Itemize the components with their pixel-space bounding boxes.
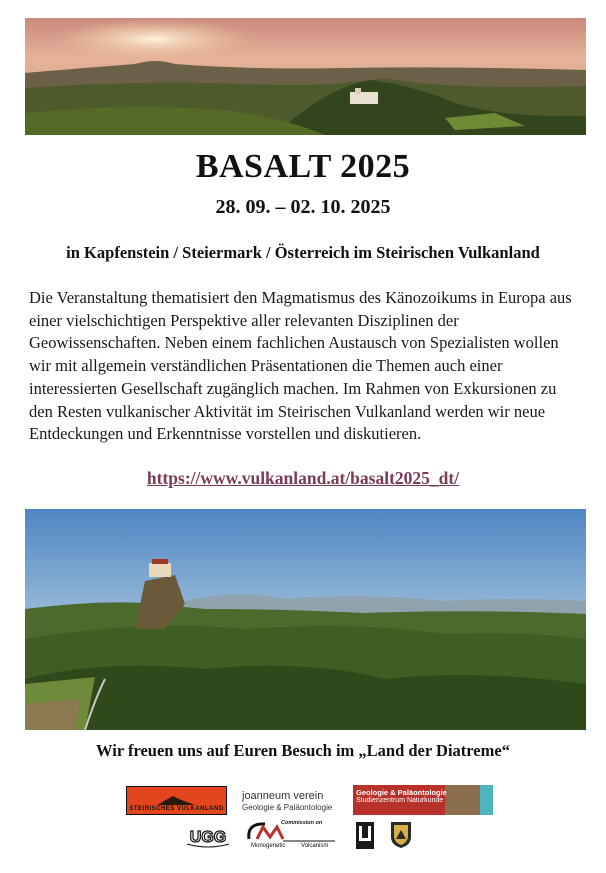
- university-logo: [356, 822, 374, 849]
- cmv-logo-line2: Monogenetic: [251, 843, 286, 849]
- event-dates: 28. 09. – 02. 10. 2025: [215, 196, 391, 218]
- cmv-logo-line1: Commission on: [281, 820, 323, 826]
- geologie-logo-teal-block: [480, 785, 493, 815]
- monogenetic-volcanism-logo: [243, 819, 337, 852]
- vulkanland-logo-text: STEIRISCHES VULKANLAND: [129, 806, 224, 812]
- castle-landscape-photo: [25, 509, 586, 730]
- event-title: BASALT 2025: [195, 148, 411, 185]
- ugg-logo-text: UGG: [189, 829, 227, 846]
- joanneum-verein-logo: [238, 788, 340, 814]
- event-location: in Kapfenstein / Steiermark / Österreich im Steirischen Vulkanland: [66, 243, 540, 262]
- steirisches-vulkanland-logo: [126, 786, 227, 815]
- ugg-logo: [183, 824, 233, 848]
- shield-emblem-icon: [390, 821, 412, 849]
- geologie-logo-line2: Studienzentrum Naturkunde: [356, 797, 444, 804]
- cmv-logo-line3: Volcanism: [301, 843, 329, 849]
- event-website-link[interactable]: https://www.vulkanland.at/basalt2025_dt/: [146, 468, 460, 488]
- event-description: Die Veranstaltung thematisiert den Magmatismus des Känozoikums in Europa aus einer vielschichtigen Perspektive aller relevanten Disziplinen der Geowissenschaften. Neben einem fachlichen Austausch von Spezialisten wollen wir mit allgemein verständlichen Präsentationen die Themen auch einer interessierten Gesellschaft zugänglich machen. Im Rahmen von Exkursionen zu den Resten vulkanischer Aktivität im Steirischen Vulkanland werden wir neue Entdeckungen und Erkenntnisse vorstellen und diskutieren.: [29, 288, 572, 444]
- joanneum-logo-line2: Geologie & Paläontologie: [242, 803, 333, 812]
- joanneum-logo-line1: joanneum verein: [242, 790, 324, 802]
- closing-message: Wir freuen uns auf Euren Besuch im „Land der Diatreme“: [96, 741, 510, 760]
- geologie-logo-line1: Geologie & Paläontologie: [356, 788, 447, 797]
- geologie-logo-photo-block: [445, 785, 480, 815]
- header-landscape-photo: [25, 18, 586, 135]
- geologie-palaeontologie-logo: [353, 785, 493, 815]
